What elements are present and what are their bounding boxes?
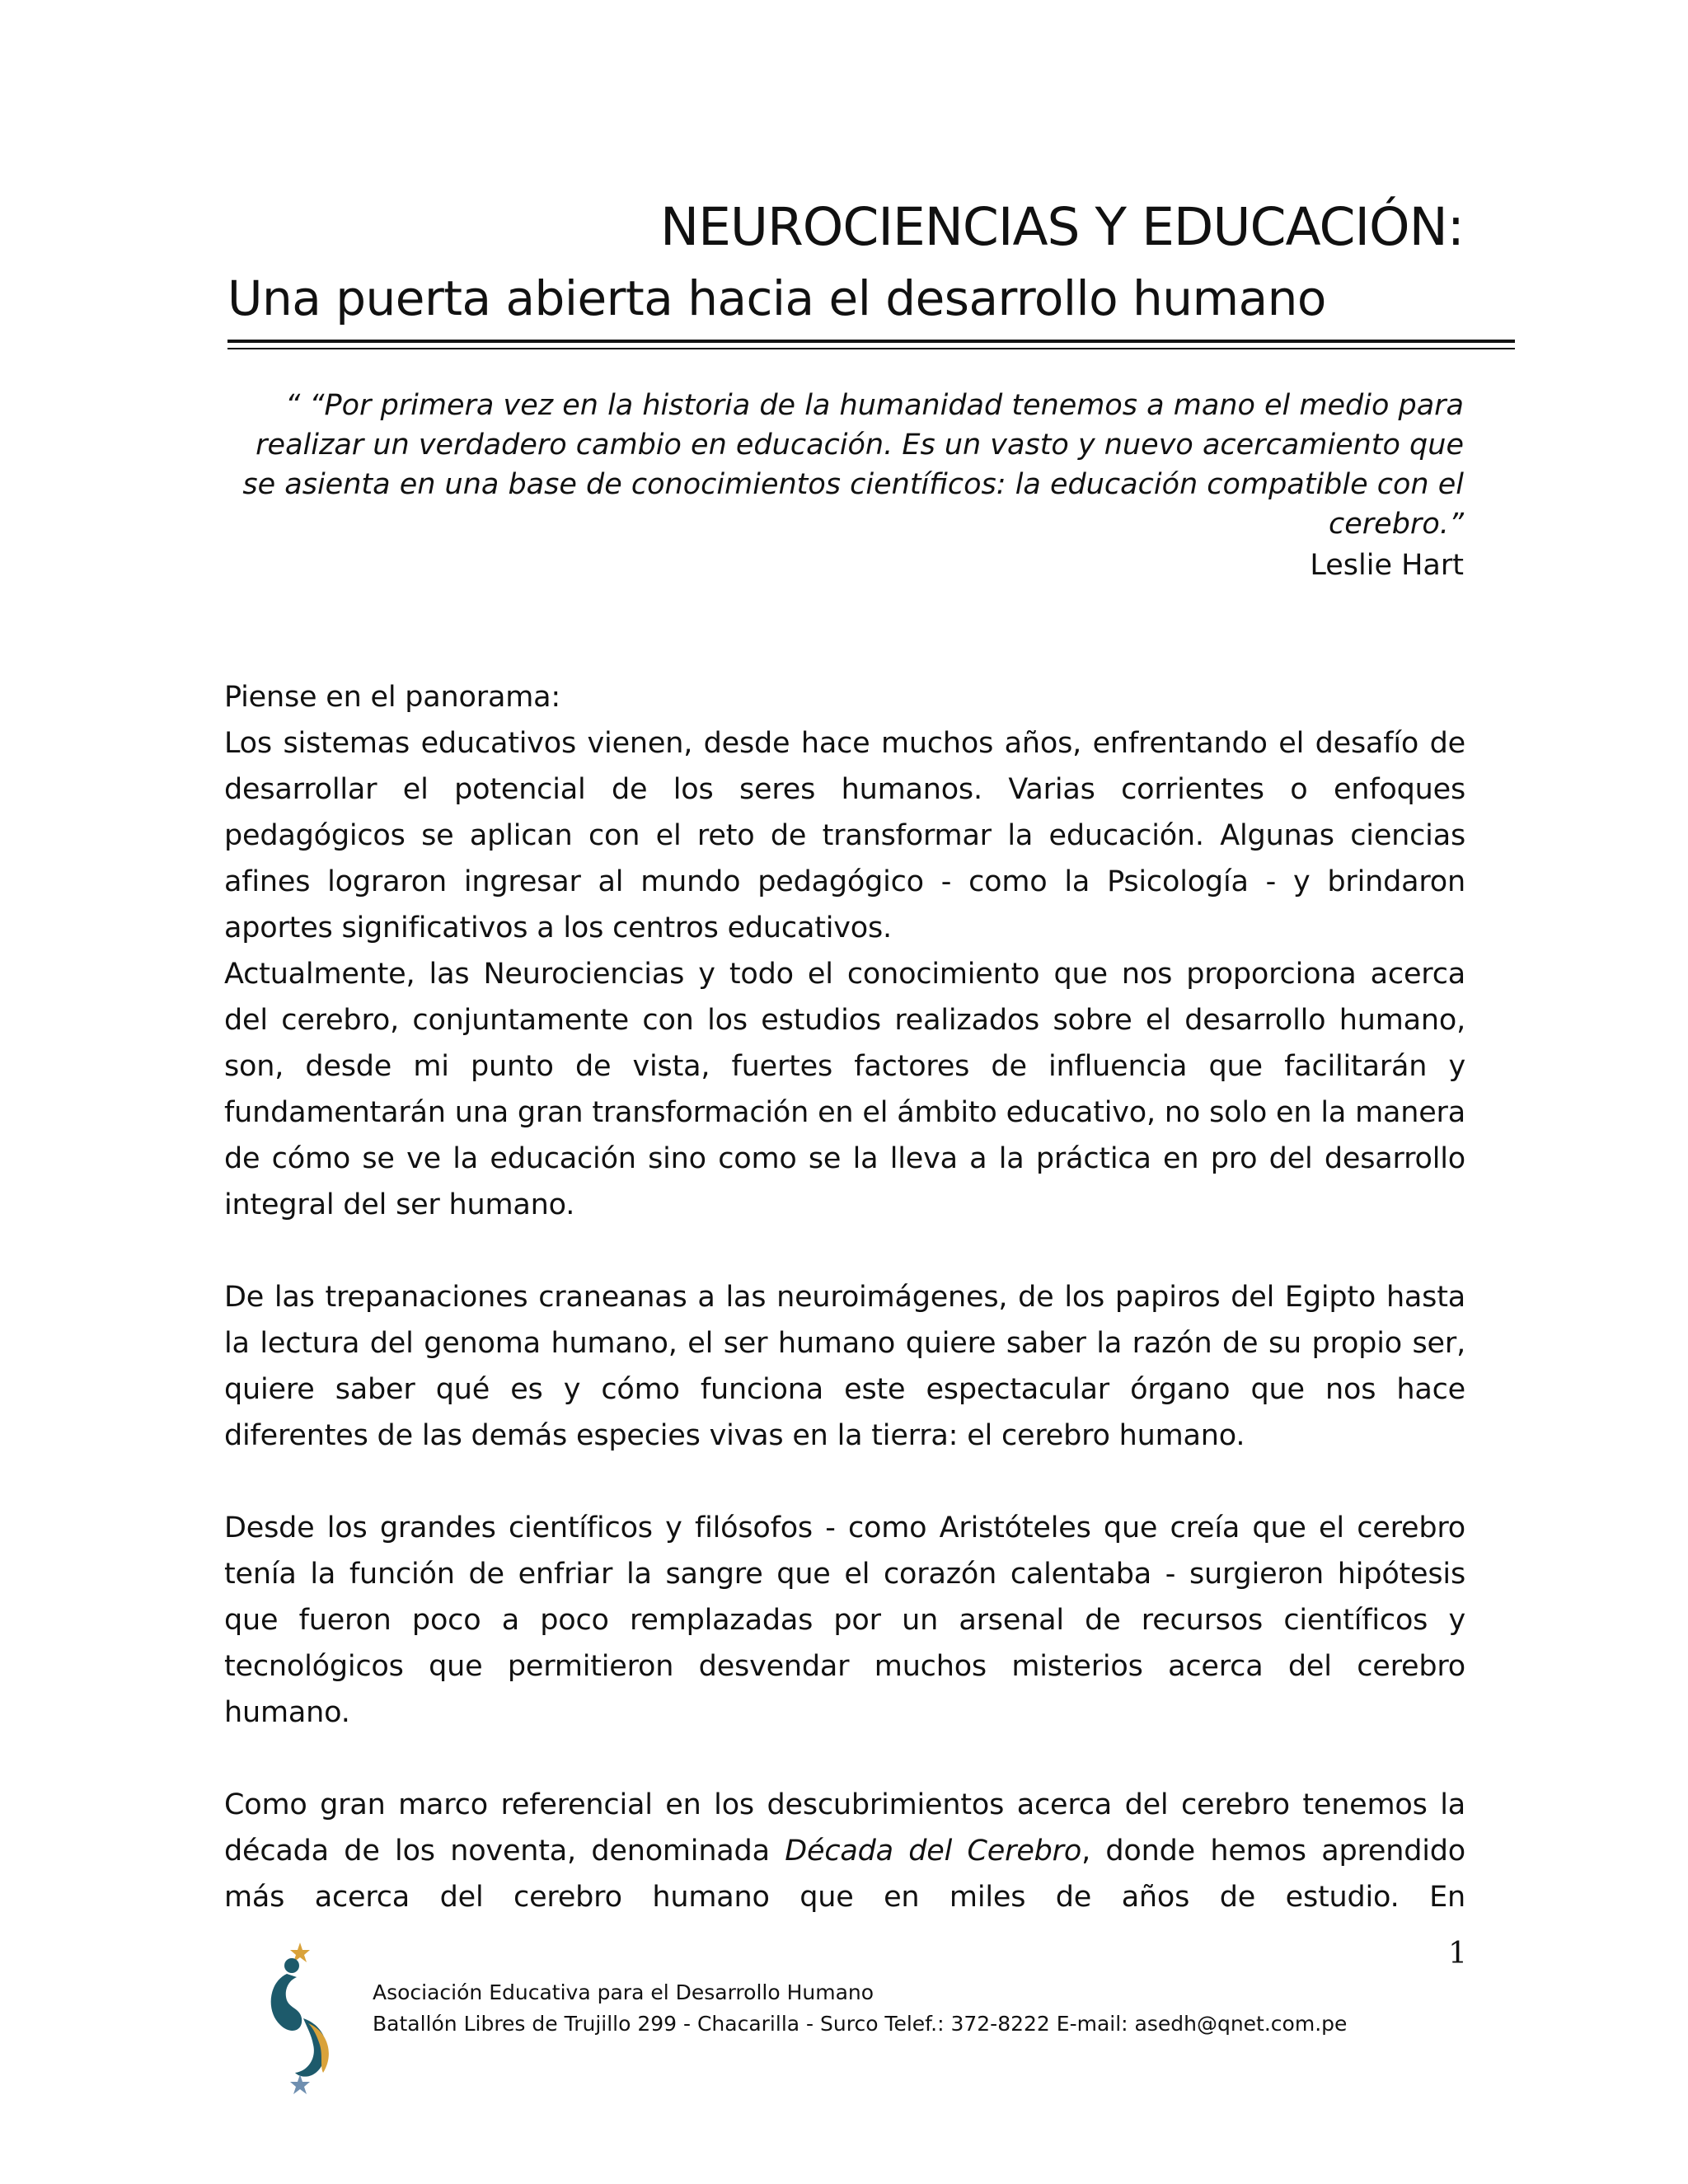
title-rule-thin bbox=[227, 348, 1515, 349]
paragraph: Actualmente, las Neurociencias y todo el conocimiento que nos proporciona acerca del cerebro, conjuntamente con los estudios realizados sobre el desarrollo humano, son, desde mi punto de vista, fuertes factores de influencia que facilitarán y fundamentarán una gran transformación en el ámbito educativo, no solo en la manera de cómo se ve la educación sino como se la lleva a la práctica en pro del desarrollo integral del ser humano. bbox=[224, 958, 1465, 1221]
paragraph: Desde los grandes científicos y filósofos - como Aristóteles que creía que el cerebro tenía la función de enfriar la sangre que el corazón calentaba - surgieron hipótesis que fueron poco a poco remplazadas por un arsenal de recursos científicos y tecnológicos que permitieron desvendar muchos misterios acerca del cerebro humano. bbox=[224, 1511, 1465, 1729]
document-subtitle: Una puerta abierta hacia el desarrollo humano bbox=[227, 270, 1326, 326]
epigraph-quote: “ “Por primera vez en la historia de la humanidad tenemos a mano el medio para realizar un verdadero cambio en educación. Es un vasto y nuevo acercamiento que se asienta en una base de conocimientos científicos: la educación compatible con el cerebro.” bbox=[242, 389, 1464, 541]
title-rule-thick bbox=[227, 340, 1515, 343]
paragraph-intro: Piense en el panorama: bbox=[224, 681, 560, 714]
document-title: NEUROCIENCIAS Y EDUCACIÓN: bbox=[659, 197, 1464, 257]
footer-contact-info: Batallón Libres de Trujillo 299 - Chacarilla - Surco Telef.: 372-8222 E-mail: asedh@qnet.com.pe bbox=[373, 2012, 1348, 2036]
paragraph: Los sistemas educativos vienen, desde hace muchos años, enfrentando el desafío de desarrollar el potencial de los seres humanos. Varias corrientes o enfoques pedagógicos se aplican con el reto de transformar la educación. Algunas ciencias afines lograron ingresar al mundo pedagógico - como la Psicología - y brindaron aportes significativos a los centros educativos. bbox=[224, 727, 1465, 944]
paragraph-text: Como gran marco referencial en los descubrimientos acerca del cerebro tenemos la década de los noventa, denominada bbox=[224, 1788, 1465, 1868]
body-text bbox=[224, 674, 1465, 1920]
paragraph bbox=[224, 1782, 1465, 1920]
footer-organization-name: Asociación Educativa para el Desarrollo Humano bbox=[373, 1980, 874, 2004]
organization-logo-icon bbox=[262, 1933, 353, 2097]
epigraph-author: Leslie Hart bbox=[1310, 549, 1464, 582]
paragraph-text: , donde hemos aprendido más acerca del cerebro humano que en miles de años de estudio. En bbox=[224, 1835, 1466, 1914]
emphasis-text: Década del Cerebro bbox=[785, 1835, 1082, 1868]
page-number: 1 bbox=[1448, 1937, 1467, 1971]
paragraph: De las trepanaciones craneanas a las neuroimágenes, de los papiros del Egipto hasta la lectura del genoma humano, el ser humano quiere saber la razón de su propio ser, quiere saber qué es y cómo funciona este espectacular órgano que nos hace diferentes de las demás especies vivas en la tierra: el cerebro humano. bbox=[224, 1281, 1465, 1452]
